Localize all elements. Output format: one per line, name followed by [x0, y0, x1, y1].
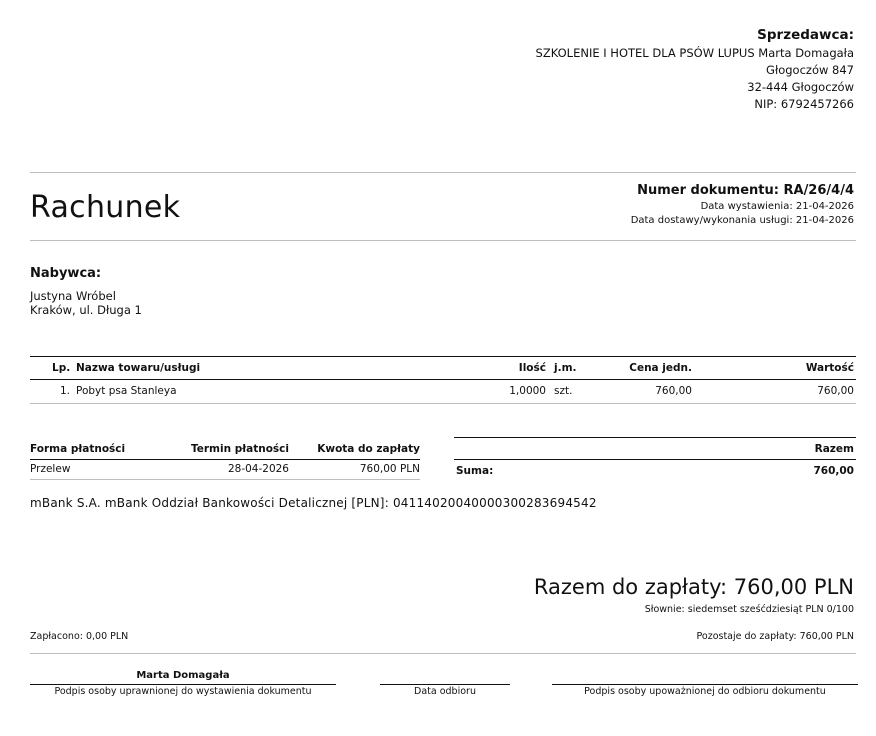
items-table-top-rule	[30, 356, 856, 357]
seller-address-line2: 32-444 Głogoczów	[747, 80, 854, 94]
row-unit: szt.	[554, 385, 573, 397]
row-lp: 1.	[60, 385, 71, 397]
col-header-name: Nazwa towaru/usługi	[76, 362, 201, 374]
document-title: Rachunek	[30, 190, 181, 225]
items-table-header-rule	[30, 379, 856, 380]
col-header-qty: Ilość	[518, 362, 546, 374]
document-number: Numer dokumentu: RA/26/4/4	[637, 183, 854, 198]
summary-top-rule	[454, 437, 856, 438]
buyer-address-cut: Kraków, ul. Długa 1	[30, 303, 142, 317]
col-header-lp: Lp.	[52, 362, 71, 374]
row-qty: 1,0000	[509, 385, 546, 397]
seller-block	[536, 26, 854, 113]
document-meta	[631, 182, 854, 228]
divider-title	[30, 240, 856, 241]
payment-term: 28-04-2026	[227, 463, 289, 475]
delivery-date: Data dostawy/wykonania usługi: 21-04-2026	[630, 215, 854, 226]
row-price: 760,00	[655, 385, 692, 397]
seller-address-line1: Głogoczów 847	[766, 63, 854, 77]
amount-in-words: Słownie: siedemset sześćdziesiąt PLN 0/100	[644, 604, 854, 615]
col-header-unit: j.m.	[554, 362, 577, 374]
receipt-date-caption: Data odbioru	[414, 686, 476, 697]
issuer-signature-caption: Podpis osoby uprawnionej do wystawienia dokumentu	[54, 686, 312, 697]
issue-date: Data wystawienia: 21-04-2026	[700, 201, 854, 212]
divider-top	[30, 172, 856, 173]
amount-remaining: Pozostaje do zapłaty: 760,00 PLN	[696, 631, 854, 642]
buyer-heading: Nabywca:	[30, 266, 102, 281]
receipt-date-line	[380, 684, 510, 685]
row-value: 760,00	[817, 385, 854, 397]
row-name: Pobyt psa Stanleya	[76, 385, 177, 397]
col-header-value: Wartość	[805, 362, 854, 374]
payment-method: Przelew	[30, 463, 71, 475]
col-header-price: Cena jedn.	[629, 362, 692, 374]
total-to-pay: Razem do zapłaty: 760,00 PLN	[533, 575, 854, 599]
payment-header-term: Termin płatności	[190, 443, 289, 455]
summary-header: Razem	[814, 443, 854, 455]
amount-paid: Zapłacono: 0,00 PLN	[30, 631, 129, 642]
summary-label: Suma:	[456, 465, 494, 477]
issuer-name: Marta Domagała	[136, 670, 230, 681]
summary-value: 760,00	[813, 465, 854, 477]
summary-header-rule	[454, 459, 856, 460]
issuer-signature-line	[30, 684, 336, 685]
seller-name: SZKOLENIE I HOTEL DLA PSÓW LUPUS Marta Domagała	[535, 46, 854, 60]
bank-account: mBank S.A. mBank Oddział Bankowości Detalicznej [PLN]: 04114020040000300283694542	[30, 496, 597, 510]
receiver-signature-line	[552, 684, 858, 685]
receiver-signature-caption: Podpis osoby upoważnionej do odbioru dokumentu	[584, 686, 826, 697]
payment-bottom-rule	[30, 479, 420, 480]
seller-nip: NIP: 6792457266	[754, 97, 854, 111]
payment-header-amount: Kwota do zapłaty	[317, 443, 420, 455]
payment-amount: 760,00 PLN	[359, 463, 420, 475]
items-table-bottom-rule	[30, 403, 856, 404]
payment-header-method: Forma płatności	[30, 443, 126, 455]
divider-signatures	[30, 653, 856, 654]
buyer-name: Justyna Wróbel	[30, 289, 116, 303]
payment-header-rule	[30, 459, 420, 460]
seller-heading: Sprzedawca:	[757, 27, 854, 43]
